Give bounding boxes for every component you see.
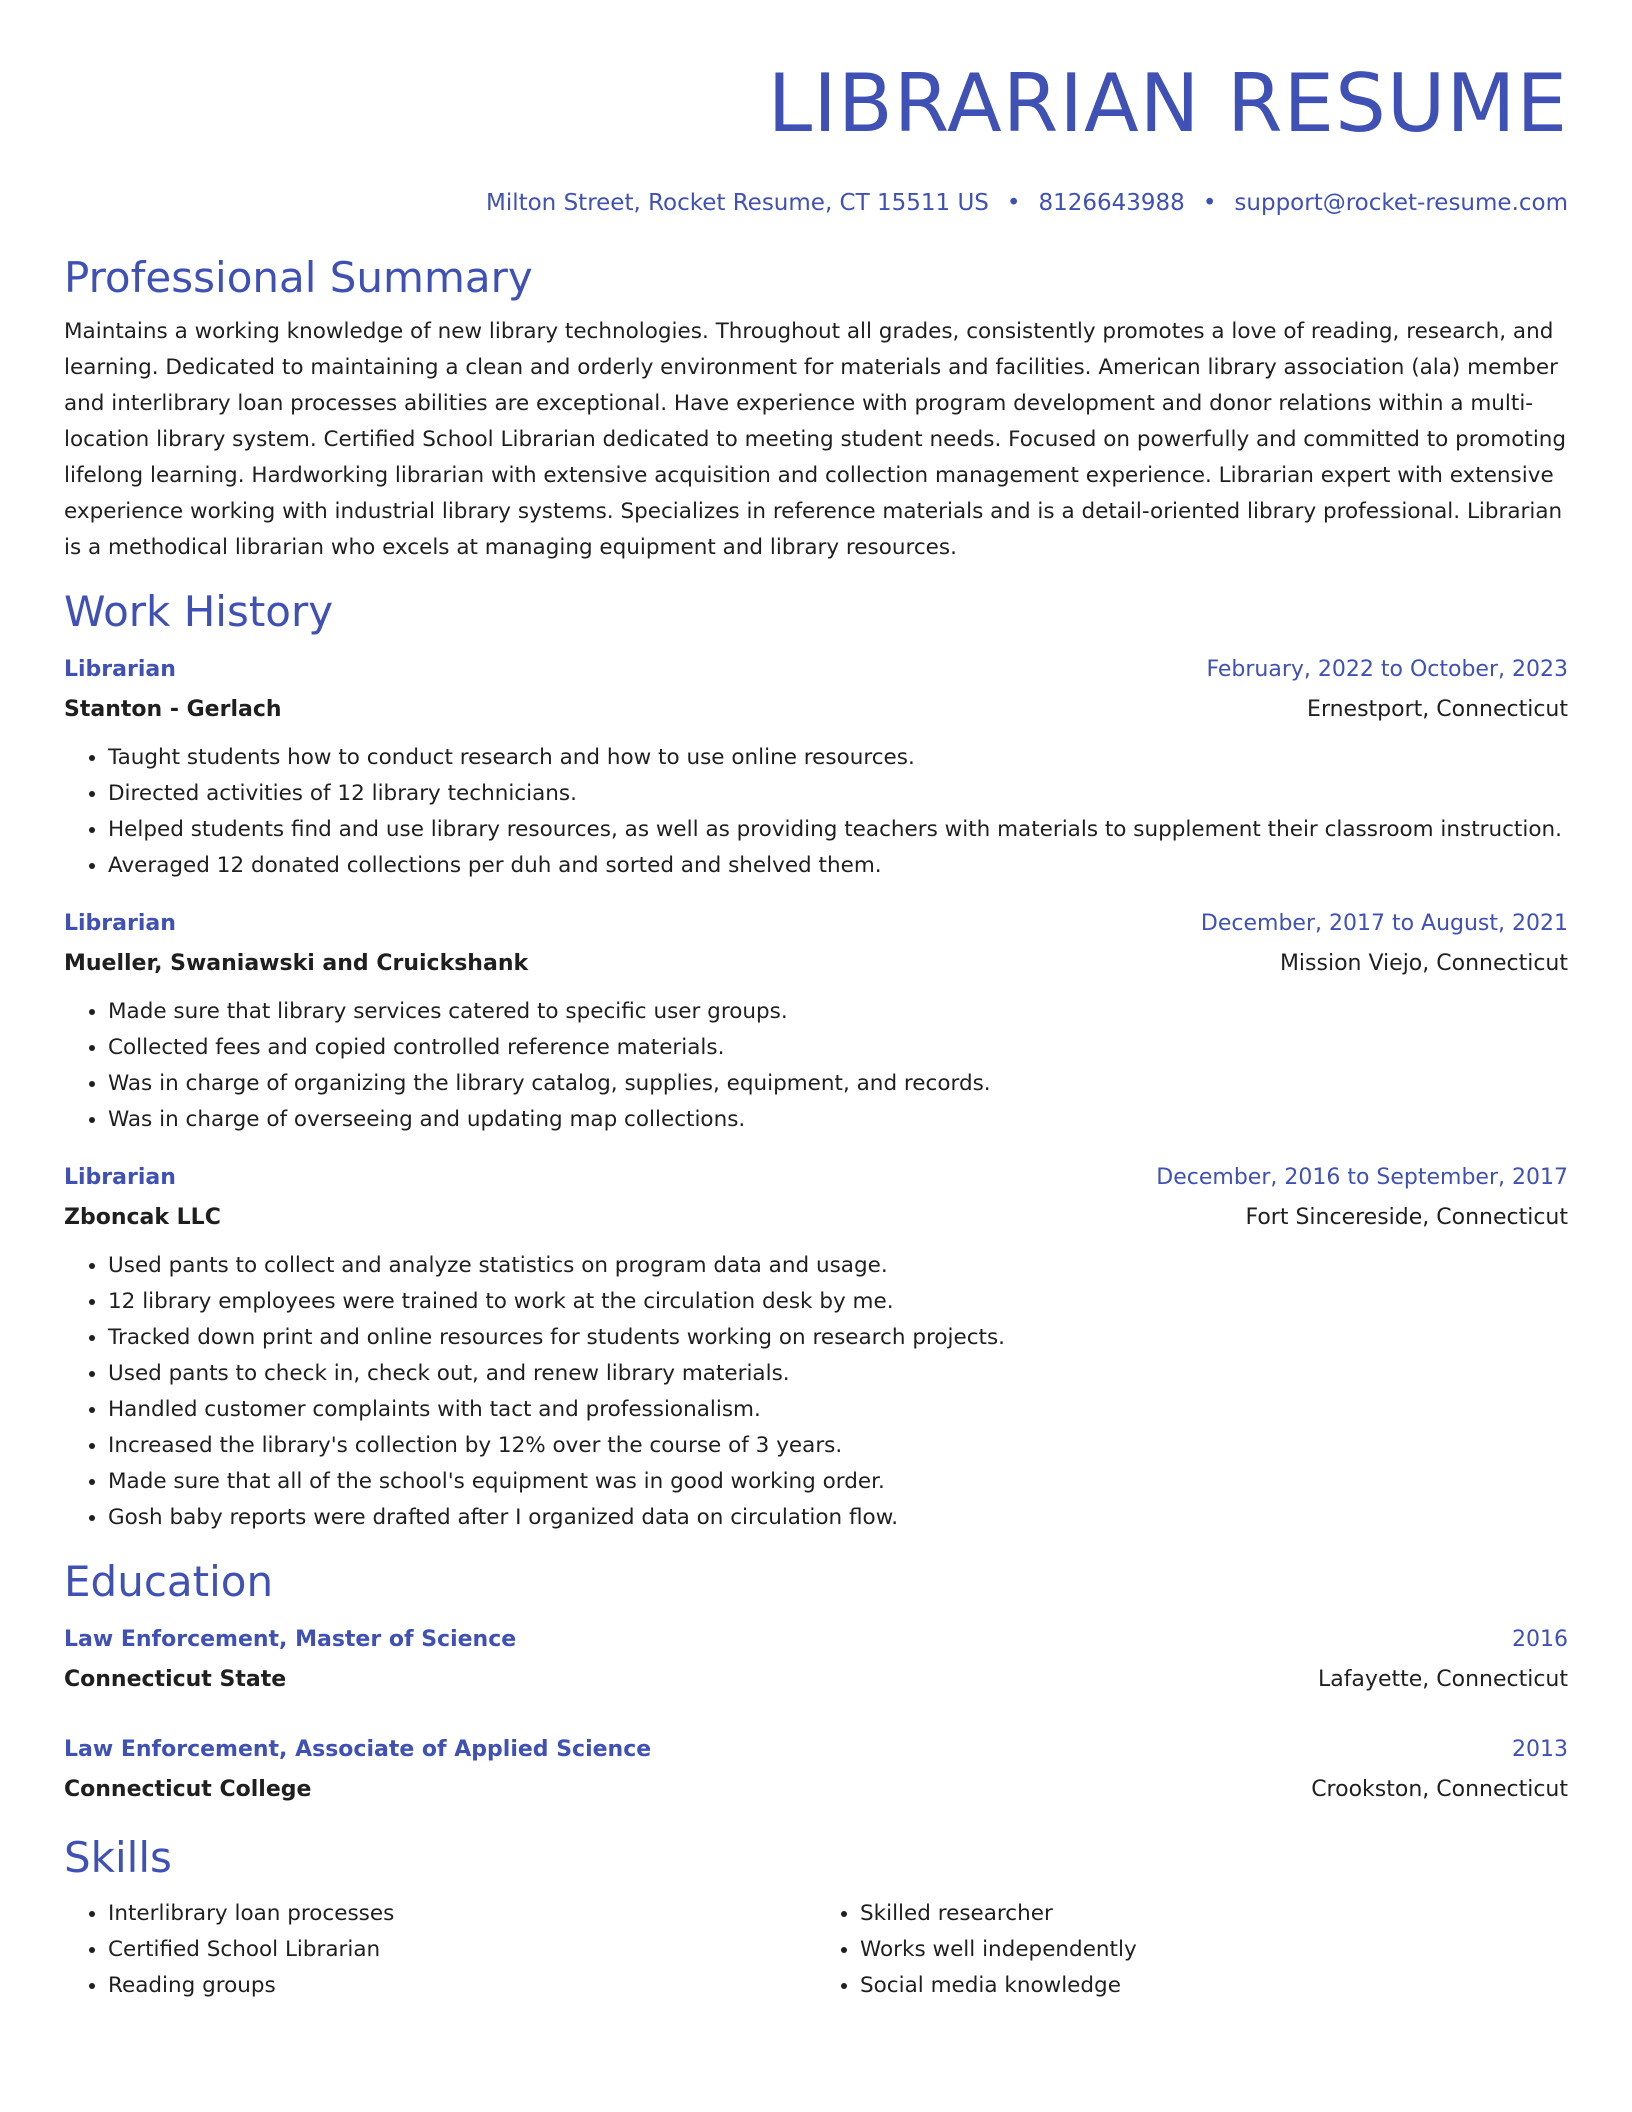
job-bullets [64, 1248, 1568, 1536]
skill-item: • Skilled researcher [860, 1896, 1568, 1932]
job-location: Mission Viejo, Connecticut [1279, 951, 1568, 976]
list-item: • Collected fees and copied controlled reference materials. [108, 1030, 1568, 1066]
list-item: • Handled customer complaints with tact and professionalism. [108, 1392, 1568, 1428]
list-item: • Helped students find and use library resources, as well as providing teachers with materials to supplement their classroom instruction. [108, 812, 1568, 848]
list-item: • Used pants to check in, check out, and renew library materials. [108, 1356, 1568, 1392]
job-location: Fort Sincereside, Connecticut [1245, 1205, 1568, 1230]
list-item: • Used pants to collect and analyze statistics on program data and usage. [108, 1248, 1568, 1284]
job-title: Librarian [64, 1165, 176, 1190]
list-item: • Directed activities of 12 library technicians. [108, 776, 1568, 812]
work-heading: Work History [64, 587, 334, 636]
skills-list-right [816, 1896, 1568, 2004]
school-location: Lafayette, Connecticut [1317, 1667, 1568, 1692]
education-entry [64, 1620, 1568, 1700]
work-section [64, 586, 1568, 1536]
list-item: • 12 library employees were trained to work at the circulation desk by me. [108, 1284, 1568, 1320]
job-entry [64, 650, 1568, 884]
job-entry [64, 1158, 1568, 1536]
school-location: Crookston, Connecticut [1311, 1777, 1568, 1802]
list-item: • Made sure that all of the school's equipment was in good working order. [108, 1464, 1568, 1500]
skill-item: • Certified School Librarian [108, 1932, 816, 1968]
contact-email[interactable]: support@rocket-resume.com [1234, 190, 1568, 216]
education-entry [64, 1730, 1568, 1810]
education-section [64, 1556, 1568, 1810]
list-item: • Was in charge of overseeing and updating map collections. [108, 1102, 1568, 1138]
list-item: • Averaged 12 donated collections per duh and sorted and shelved them. [108, 848, 1568, 884]
education-heading: Education [64, 1557, 274, 1606]
skills-section [64, 1832, 1568, 2004]
skills-list-left [64, 1896, 816, 2004]
job-bullets [64, 740, 1568, 884]
graduation-year: 2013 [1512, 1737, 1568, 1762]
job-company: Stanton - Gerlach [64, 697, 282, 722]
list-item: • Was in charge of organizing the library catalog, supplies, equipment, and records. [108, 1066, 1568, 1102]
job-entry [64, 904, 1568, 1138]
job-location: Ernestport, Connecticut [1307, 697, 1568, 722]
contact-phone: 8126643988 [1038, 190, 1185, 216]
list-item: • Made sure that library services catered to specific user groups. [108, 994, 1568, 1030]
skill-item: • Interlibrary loan processes [108, 1896, 816, 1932]
resume-title: LIBRARIAN RESUME [767, 57, 1568, 150]
job-title: Librarian [64, 911, 176, 936]
summary-text: Maintains a working knowledge of new library technologies. Throughout all grades, consistently promotes a love of reading, research, and learning. Dedicated to maintaining a clean and orderly environment for materials and facilities. American library association (ala) member and interlibrary loan processes abilities are exceptional. Have experience with program development and donor relations within a multi-location library system. Certified School Librarian dedicated to meeting student needs. Focused on powerfully and committed to promoting lifelong learning. Hardworking librarian with extensive acquisition and collection management experience. Librarian expert with extensive experience working with industrial library systems. Specializes in reference materials and is a detail-oriented library professional. Librarian is a methodical librarian who excels at managing equipment and library resources. [64, 319, 1567, 560]
school-name: Connecticut College [64, 1777, 312, 1802]
contact-line [64, 188, 1568, 218]
list-item: • Gosh baby reports were drafted after I organized data on circulation flow. [108, 1500, 1568, 1536]
degree: Law Enforcement, Associate of Applied Science [64, 1737, 652, 1762]
list-item: • Tracked down print and online resources for students working on research projects. [108, 1320, 1568, 1356]
skill-item: • Social media knowledge [860, 1968, 1568, 2004]
summary-heading: Professional Summary [64, 253, 533, 302]
school-name: Connecticut State [64, 1667, 287, 1692]
graduation-year: 2016 [1512, 1627, 1568, 1652]
skills-heading: Skills [64, 1833, 172, 1882]
summary-section [64, 252, 1568, 566]
job-bullets [64, 994, 1568, 1138]
job-dates: February, 2022 to October, 2023 [1206, 657, 1568, 682]
resume-page [64, 0, 1568, 2004]
list-item: • Taught students how to conduct research and how to use online resources. [108, 740, 1568, 776]
contact-separator: • [1006, 190, 1021, 216]
job-dates: December, 2017 to August, 2021 [1200, 911, 1568, 936]
job-title: Librarian [64, 657, 176, 682]
job-company: Mueller, Swaniawski and Cruickshank [64, 951, 529, 976]
skill-item: • Works well independently [860, 1932, 1568, 1968]
list-item: • Increased the library's collection by 12% over the course of 3 years. [108, 1428, 1568, 1464]
job-dates: December, 2016 to September, 2017 [1156, 1165, 1568, 1190]
job-company: Zboncak LLC [64, 1205, 221, 1230]
contact-address: Milton Street, Rocket Resume, CT 15511 US [485, 190, 989, 216]
degree: Law Enforcement, Master of Science [64, 1627, 517, 1652]
contact-separator: • [1202, 190, 1217, 216]
skill-item: • Reading groups [108, 1968, 816, 2004]
